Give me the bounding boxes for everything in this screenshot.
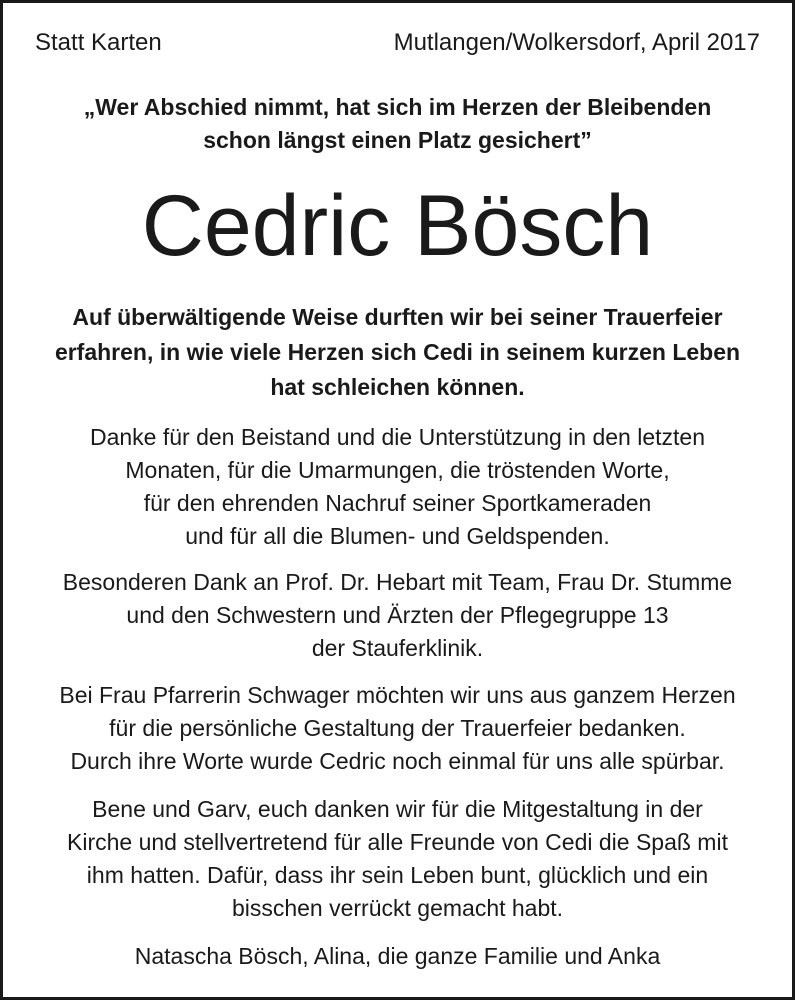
paragraph-line: Besonderen Dank an Prof. Dr. Hebart mit Team, Frau Dr. Stumme <box>62 569 733 595</box>
paragraph-line: der Stauferklinik. <box>311 635 484 661</box>
paragraph-line: Bei Frau Pfarrerin Schwager möchten wir uns aus ganzem Herzen <box>59 682 736 708</box>
signature: Natascha Bösch, Alina, die ganze Familie und Anka <box>134 943 661 969</box>
paragraph-clinic-thanks <box>23 566 772 665</box>
intro-line: erfahren, in wie viele Herzen sich Cedi in seinem kurzen Leben <box>54 339 741 365</box>
paragraph-line: für den ehrenden Nachruf seiner Sportkameraden <box>143 490 652 516</box>
paragraph-line: Danke für den Beistand und die Unterstützung in den letzten <box>89 424 705 450</box>
paragraph-line: und für all die Blumen- und Geldspenden. <box>185 523 610 549</box>
intro-text <box>23 300 772 405</box>
paragraph-line: und den Schwestern und Ärzten der Pflegegruppe 13 <box>126 602 669 628</box>
quote <box>23 91 772 157</box>
header <box>35 25 760 61</box>
quote-line: „Wer Abschied nimmt, hat sich im Herzen der Bleibenden <box>83 94 712 120</box>
paragraph-line: Durch ihre Worte wurde Cedric noch einmal für uns alle spürbar. <box>70 748 725 774</box>
paragraph-line: bisschen verrückt gemacht habt. <box>231 895 564 921</box>
intro-line: hat schleichen können. <box>270 374 525 400</box>
paragraph-pastor-thanks <box>23 679 772 778</box>
paragraph-line: Kirche und stellvertretend für alle Freunde von Cedi die Spaß mit <box>67 829 728 855</box>
paragraph-thanks <box>23 421 772 553</box>
paragraph-line: für die persönliche Gestaltung der Trauerfeier bedanken. <box>109 715 686 741</box>
deceased-name: Cedric Bösch <box>141 178 654 274</box>
header-place-date: Mutlangen/Wolkersdorf, April 2017 <box>393 29 760 56</box>
paragraph-friends-thanks <box>23 793 772 925</box>
quote-line: schon längst einen Platz gesichert” <box>203 127 592 153</box>
intro-line: Auf überwältigende Weise durften wir bei seiner Trauerfeier <box>72 304 723 330</box>
header-left-text: Statt Karten <box>35 29 162 56</box>
paragraph-line: Bene und Garv, euch danken wir für die Mitgestaltung in der <box>92 796 703 822</box>
paragraph-line: ihm hatten. Dafür, dass ihr sein Leben bunt, glücklich und ein <box>86 862 709 888</box>
paragraph-line: Monaten, für die Umarmungen, die tröstenden Worte, <box>125 457 670 483</box>
